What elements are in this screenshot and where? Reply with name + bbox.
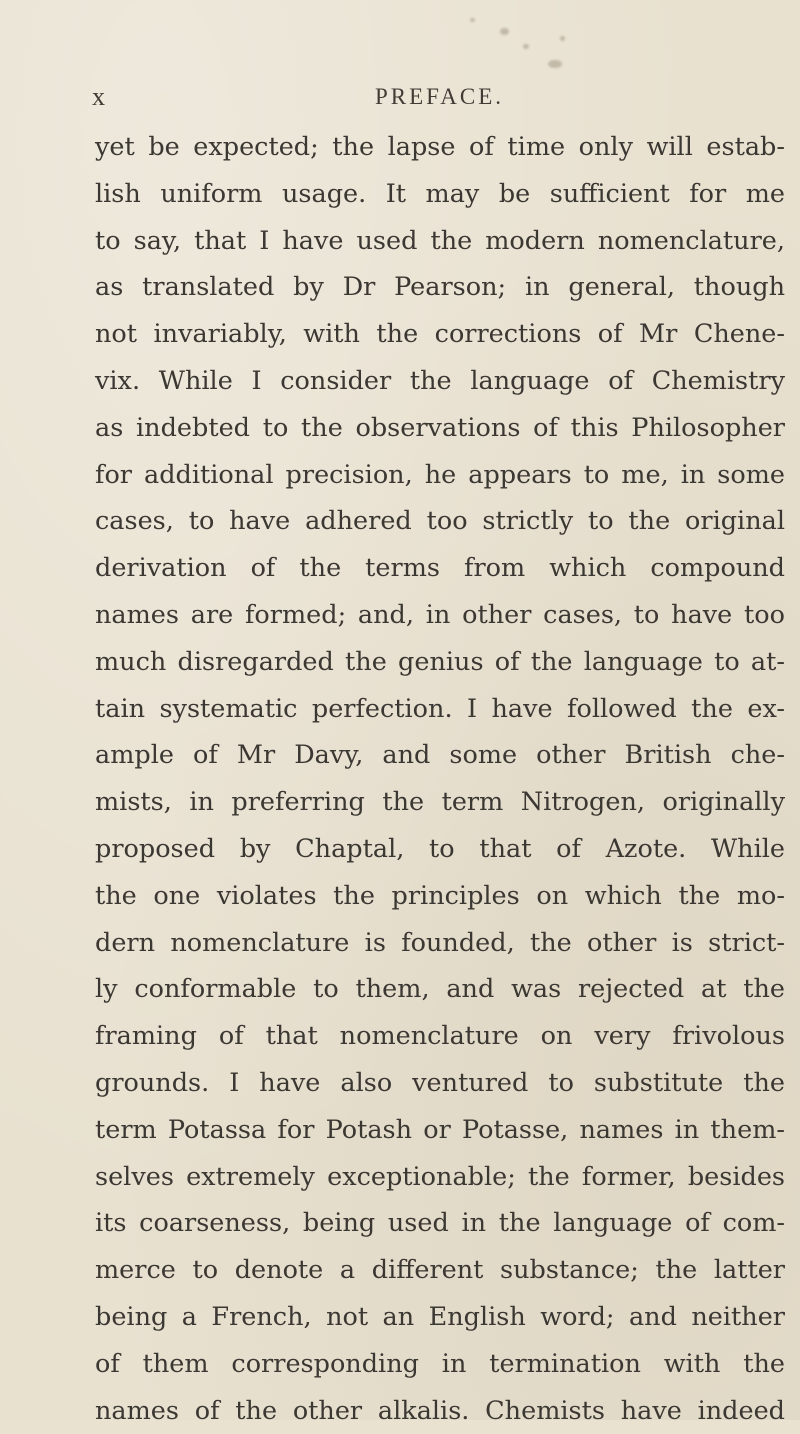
text-line: merce to denote a different substance; the latter — [95, 1255, 785, 1286]
text-line: being a French, not an English word; and neither — [95, 1301, 785, 1332]
text-line: the one violates the principles on which the mo- — [95, 880, 785, 911]
ink-blot — [548, 60, 562, 68]
text-line: names of the other alkalis. Chemists have indeed — [95, 1395, 785, 1426]
text-line: cases, to have adhered too strictly to the original — [95, 506, 785, 537]
text-line: names are formed; and, in other cases, to have too — [95, 599, 785, 630]
text-line: much disregarded the genius of the language to at- — [95, 646, 785, 677]
text-line: vix. While I consider the language of Chemistry — [95, 365, 785, 396]
text-line: as translated by Dr Pearson; in general, though — [95, 272, 785, 303]
ink-blot — [470, 18, 475, 22]
text-line: derivation of the terms from which compound — [95, 553, 785, 584]
text-line: mists, in preferring the term Nitrogen, originally — [95, 787, 785, 818]
ink-blot — [560, 36, 565, 41]
text-line: ample of Mr Davy, and some other British che- — [95, 740, 785, 771]
text-line: framing of that nomenclature on very frivolous — [95, 1021, 785, 1052]
text-line: of them corresponding in termination with the — [95, 1348, 785, 1379]
text-line: term Potassa for Potash or Potasse, names in them- — [95, 1114, 785, 1145]
page-number: x — [92, 82, 106, 111]
ink-blot — [500, 28, 509, 35]
text-line: proposed by Chaptal, to that of Azote. While — [95, 833, 785, 864]
text-line: ly conformable to them, and was rejected at the — [95, 974, 785, 1005]
ink-blot — [523, 44, 529, 49]
text-line: grounds. I have also ventured to substitute the — [95, 1067, 785, 1098]
text-line: dern nomenclature is founded, the other is strict- — [95, 927, 785, 958]
running-head: PREFACE. — [375, 84, 505, 109]
text-line: as indebted to the observations of this Philosopher — [95, 412, 785, 443]
body-text — [95, 124, 785, 1434]
text-line: lish uniform usage. It may be sufficient for me — [95, 178, 785, 209]
page-header — [0, 80, 800, 120]
text-line: for additional precision, he appears to me, in some — [95, 459, 785, 490]
text-line: not invariably, with the corrections of Mr Chene- — [95, 319, 785, 350]
text-line: tain systematic perfection. I have followed the ex- — [95, 693, 785, 724]
text-line: yet be expected; the lapse of time only will estab- — [95, 132, 785, 162]
text-line: selves extremely exceptionable; the former, besides — [95, 1161, 785, 1192]
text-line: its coarseness, being used in the language of com- — [95, 1208, 785, 1239]
text-line: to say, that I have used the modern nomenclature, — [95, 225, 785, 256]
